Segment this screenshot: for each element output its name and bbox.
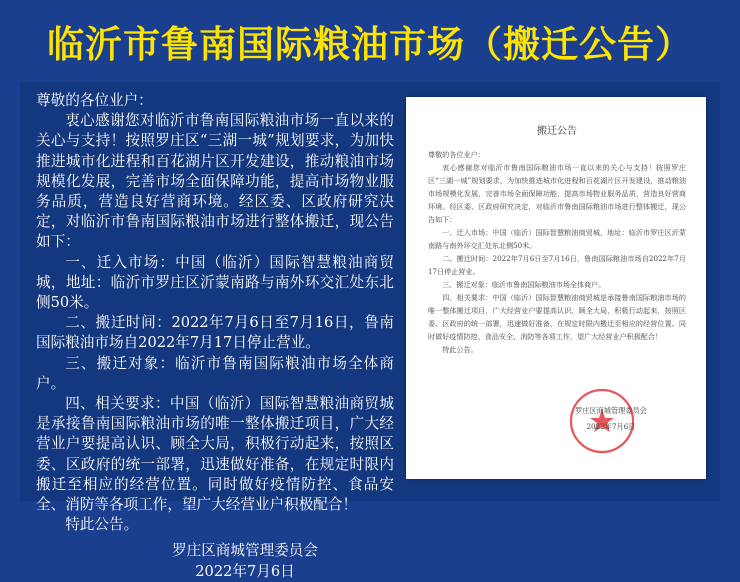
notice-item-time: 二、搬迁时间：2022年7月6日至7月16日，鲁南国际粮油市场自2022年7月17日停止营业。 bbox=[36, 314, 394, 352]
document-signer: 罗庄区商城管理委员会 bbox=[575, 406, 647, 415]
document-date: 2022年7月6日 bbox=[586, 422, 636, 431]
page-title: 临沂市鲁南国际粮油市场（搬迁公告） bbox=[47, 23, 693, 66]
notice-salutation: 尊敬的各位业户： bbox=[36, 92, 153, 109]
document-heading: 搬迁公告 bbox=[537, 126, 577, 137]
notice-item-destination: 一、迁入市场：中国（临沂）国际智慧粮油商贸城，地址：临沂市罗庄区沂蒙南路与南外环交汇处东北侧50米。 bbox=[36, 253, 394, 312]
notice-date: 2022年7月6日 bbox=[195, 562, 295, 580]
notice-item-target: 三、搬迁对象：临沂市鲁南国际粮油市场全体商户。 bbox=[36, 354, 394, 392]
document-closing: 特此公告。 bbox=[442, 345, 478, 354]
document-item-requirements: 四、相关要求：中国（临沂）国际智慧粮油商贸城是承接鲁南国际粮油市场的唯一整体搬迁项目，广大经营业户要提高认识、顾全大局，积极行动起来，按照区委、区政府的统一部署，迅速做好准备，在规定时限内搬迁至相应的经营位置。同时做好疫情防控、食品安全、消防等各项工作，望广大经营业户积极配合！ bbox=[428, 293, 686, 341]
document-item-time: 二、搬迁时间：2022年7月6日至7月16日，鲁南国际粮油市场自2022年7月17日停止营业。 bbox=[428, 254, 686, 276]
document-paragraph-intro: 衷心感谢您对临沂市鲁南国际粮油市场一直以来的关心与支持！按照罗庄区“三湖一城”规划要求，为加快推进城市化进程和百花湖片区开发建设，推动粮油市场规模化发展，完善市场全面保障功能，提高市场物业服务品质，营造良好营商环境。经区委、区政府研究决定，对临沂市鲁南国际粮油市场进行整体搬迁，现公告如下： bbox=[428, 163, 686, 224]
document-image bbox=[406, 97, 706, 479]
notice-signature bbox=[36, 541, 394, 581]
document-item-destination: 一、迁入市场：中国（临沂）国际智慧粮油商贸城，地址：临沂市罗庄区沂蒙南路与南外环交汇处东北侧50米。 bbox=[428, 228, 686, 250]
document-signature bbox=[556, 403, 666, 435]
notice-text bbox=[36, 91, 394, 582]
notice-item-requirements: 四、相关要求：中国（临沂）国际智慧粮油商贸城是承接鲁南国际粮油市场的唯一整体搬迁项目，广大经营业户要提高认识、顾全大局，积极行动起来，按照区委、区政府的统一部署，迅速做好准备，在规定时限内搬迁至相应的经营位置。同时做好疫情防控、食品安全、消防等各项工作，望广大经营业户积极配合！ bbox=[36, 395, 394, 514]
document-item-target: 三、搬迁对象：临沂市鲁南国际粮油市场全体商户。 bbox=[442, 280, 606, 289]
notice-paragraph-intro: 衷心感谢您对临沂市鲁南国际粮油市场一直以来的关心与支持！按照罗庄区“三湖一城”规划要求，为加快推进城市化进程和百花湖片区开发建设，推动粮油市场规模化发展，完善市场全面保障功能，提高市场物业服务品质，营造良好营商环境。经区委、区政府研究决定，对临沂市鲁南国际粮油市场进行整体搬迁，现公告如下： bbox=[36, 112, 394, 251]
document-salutation: 尊敬的各位业户： bbox=[428, 150, 485, 159]
notice-closing: 特此公告。 bbox=[65, 516, 139, 534]
notice-signer: 罗庄区商城管理委员会 bbox=[172, 542, 318, 560]
